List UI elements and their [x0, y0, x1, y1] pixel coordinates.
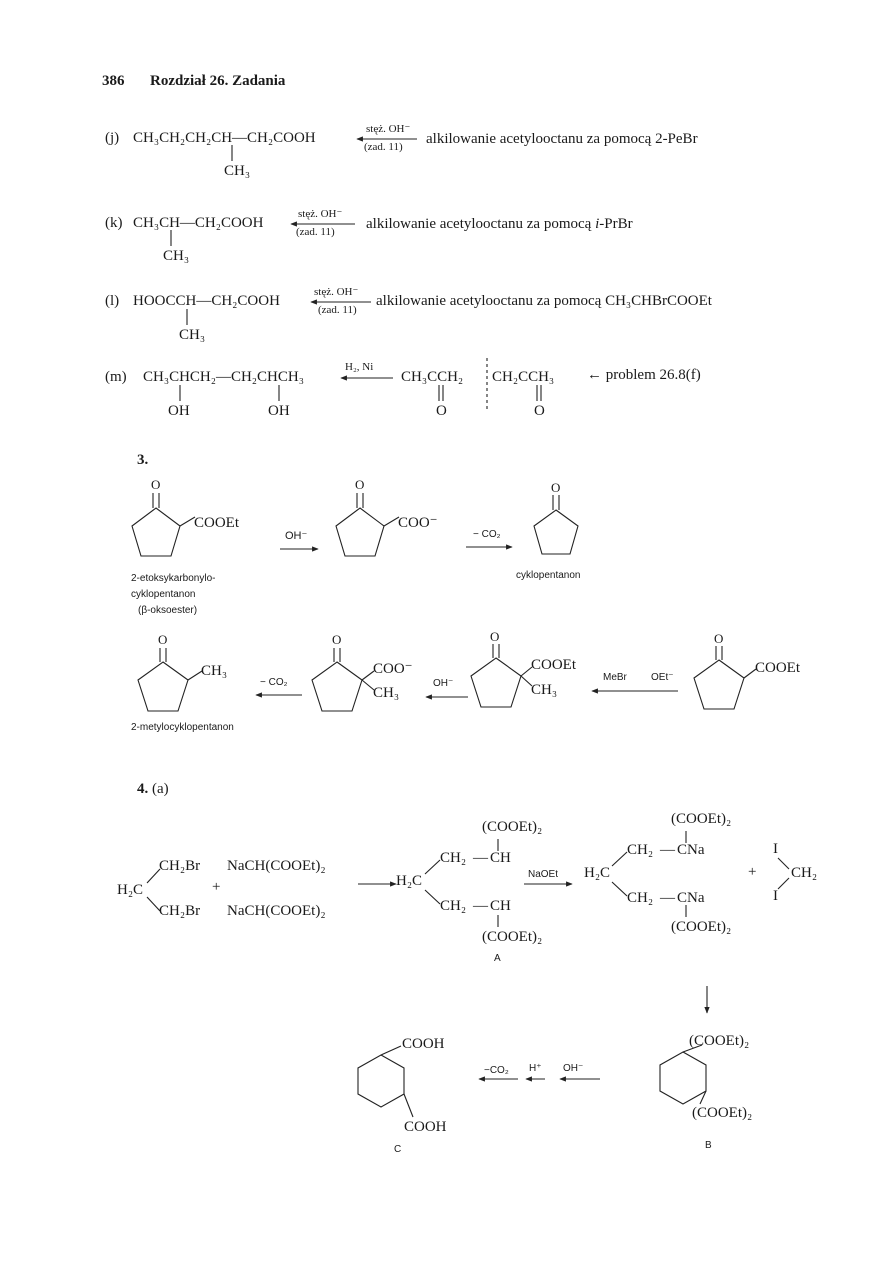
na-ester-bottom: (COOEt)₂	[671, 919, 732, 935]
description-k: alkilowanie acetylooctanu za pomocą i-PrBr	[366, 216, 633, 232]
reagent-naoet: NaOEt	[528, 869, 559, 880]
na-ch2-bottom: CH₂	[627, 890, 654, 906]
oxygen-m-left: O	[436, 403, 447, 419]
c-cooh-top: COOH	[402, 1036, 445, 1052]
plus-2: +	[748, 864, 757, 880]
ich2-down	[778, 878, 789, 889]
label-j: (j)	[105, 130, 120, 146]
reagent-h-plus: H⁺	[529, 1063, 542, 1074]
ch2br-2: CH₂Br	[159, 903, 201, 919]
name-cyclopentanone: cyklopentanon	[516, 570, 581, 581]
oxygen-1: O	[151, 477, 161, 492]
malonate-1: NaCH(COOEt)₂	[227, 858, 326, 874]
a-bond-down	[425, 890, 440, 904]
ring-cyclohexane-c	[358, 1055, 404, 1107]
oxygen-6: O	[490, 629, 500, 644]
c-cooh-bottom: COOH	[404, 1119, 447, 1135]
malonate-2: NaCH(COOEt)₂	[227, 903, 326, 919]
reagent-co2-1: − CO₂	[473, 529, 501, 540]
reagent-co2-2: − CO₂	[260, 677, 288, 688]
oxygen-3: O	[551, 480, 561, 495]
compound-c-label: C	[394, 1144, 402, 1155]
formula-l: HOOCCH—CH₂COOH	[133, 293, 280, 309]
methyl-5: CH₃	[373, 685, 400, 701]
reagent-co2-3: −CO₂	[484, 1065, 509, 1076]
page-title: Rozdział 26. Zadania	[150, 73, 286, 89]
problem-reference: ← problem 26.8(f)	[587, 367, 701, 383]
a-ch-top: CH	[490, 850, 511, 866]
ester-2: COOEt	[531, 657, 576, 673]
reagent-oh-1: OH⁻	[285, 530, 308, 542]
a-dash-top: —	[473, 850, 488, 866]
description-l: alkilowanie acetylooctanu za pomocą CH₃CHBrCOOEt	[376, 293, 712, 309]
h2c-a: H₂C	[396, 873, 423, 889]
compound-b-label: B	[705, 1140, 712, 1151]
sub-4	[188, 671, 202, 680]
a-ch2-top: CH₂	[440, 850, 467, 866]
oxygen-4: O	[158, 632, 168, 647]
oxygen-2: O	[355, 477, 365, 492]
reagent-oet: OEt⁻	[651, 672, 674, 683]
oxygen-m-right: O	[534, 403, 545, 419]
na-bond-down	[612, 882, 627, 896]
methyl-k: CH₃	[163, 248, 190, 264]
ring-cyclopentanone	[534, 510, 578, 554]
arrow-top-m: H₂, Ni	[345, 361, 374, 373]
ring-methylketoester	[471, 658, 521, 707]
ester-1: COOEt	[194, 515, 239, 531]
section-3-number: 3.	[137, 452, 149, 468]
arrow-bottom-j: (zad. 11)	[364, 141, 403, 153]
label-m: (m)	[105, 369, 127, 385]
a-bond-up	[425, 860, 440, 874]
methyl-6: CH₃	[531, 682, 558, 698]
sub-1	[180, 517, 195, 526]
carboxylate-2: COO⁻	[373, 661, 413, 677]
formula-k: CH₃CH—CH₂COOH	[133, 215, 264, 231]
na-cna-bottom: CNa	[677, 890, 705, 906]
methyl-j: CH₃	[224, 163, 251, 179]
ch2br-1: CH₂Br	[159, 858, 201, 874]
b-ester-top: (COOEt)₂	[689, 1033, 750, 1049]
ring-ketoester	[132, 508, 180, 556]
na-dash-bottom: —	[660, 890, 675, 906]
arrow-top-l: stęż. OH⁻	[314, 286, 359, 298]
ring-cyclohexane-b	[660, 1052, 706, 1104]
iodine-top: I	[773, 841, 778, 857]
ring-methylcarboxylate	[312, 662, 362, 711]
na-bond-up	[612, 852, 627, 866]
ester-3: COOEt	[755, 660, 800, 676]
arrow-bottom-k: (zad. 11)	[296, 226, 335, 238]
product-m-left: CH₃CCH₂	[401, 369, 464, 385]
iodine-bottom: I	[773, 888, 778, 904]
label-l: (l)	[105, 293, 120, 309]
name-ketoester-3: (β-oksoester)	[138, 605, 198, 616]
oxygen-7: O	[714, 631, 724, 646]
a-dash-bottom: —	[473, 898, 488, 914]
description-j: alkilowanie acetylooctanu za pomocą 2-PeBr	[426, 131, 698, 147]
a-ch2-bottom: CH₂	[440, 898, 467, 914]
label-k: (k)	[105, 215, 123, 231]
compound-a-label: A	[494, 953, 501, 964]
carboxylate-1: COO⁻	[398, 515, 438, 531]
arrow-top-k: stęż. OH⁻	[298, 208, 343, 220]
sub-2	[384, 517, 399, 526]
diiodomethane-ch2: CH₂	[791, 865, 818, 881]
h2c-na: H₂C	[584, 865, 611, 881]
cooh-top-bond	[381, 1046, 401, 1055]
arrow-top-j: stęż. OH⁻	[366, 123, 411, 135]
reagent-oh-3: OH⁻	[563, 1063, 584, 1074]
product-m-right: CH₂CCH₃	[492, 369, 555, 385]
reagent-mebr: MeBr	[603, 672, 627, 683]
formula-j: CH₃CH₂CH₂CH—CH₂COOH	[133, 130, 316, 146]
h2c-1: H₂C	[117, 882, 144, 898]
cooh-bottom-bond	[404, 1094, 413, 1117]
oh-left-m: OH	[168, 403, 190, 419]
arrow-bottom-l: (zad. 11)	[318, 304, 357, 316]
methyl-l: CH₃	[179, 327, 206, 343]
page-number: 386	[102, 73, 125, 89]
b-ester-bottom: (COOEt)₂	[692, 1105, 753, 1121]
name-ketoester-2: cyklopentanon	[131, 589, 196, 600]
a-ester-top: (COOEt)₂	[482, 819, 543, 835]
oxygen-5: O	[332, 632, 342, 647]
plus-1: +	[212, 879, 221, 895]
section-4-heading: 4. (a)	[137, 781, 169, 797]
name-methylcyclopentanone: 2-metylocyklopentanon	[131, 722, 234, 733]
name-ketoester-1: 2-etoksykarbonylo-	[131, 573, 216, 584]
formula-m: CH₃CHCH₂—CH₂CHCH₃	[143, 369, 304, 385]
methyl-4: CH₃	[201, 663, 228, 679]
reagent-oh-2: OH⁻	[433, 678, 454, 689]
oh-right-m: OH	[268, 403, 290, 419]
na-cna-top: CNa	[677, 842, 705, 858]
na-ester-top: (COOEt)₂	[671, 811, 732, 827]
ring-methylketone	[138, 662, 188, 711]
a-ester-bottom: (COOEt)₂	[482, 929, 543, 945]
na-ch2-top: CH₂	[627, 842, 654, 858]
ich2-up	[778, 858, 789, 869]
ring-ketoester-2	[694, 660, 744, 709]
ring-carboxylate	[336, 508, 384, 556]
na-dash-top: —	[660, 842, 675, 858]
a-ch-bottom: CH	[490, 898, 511, 914]
